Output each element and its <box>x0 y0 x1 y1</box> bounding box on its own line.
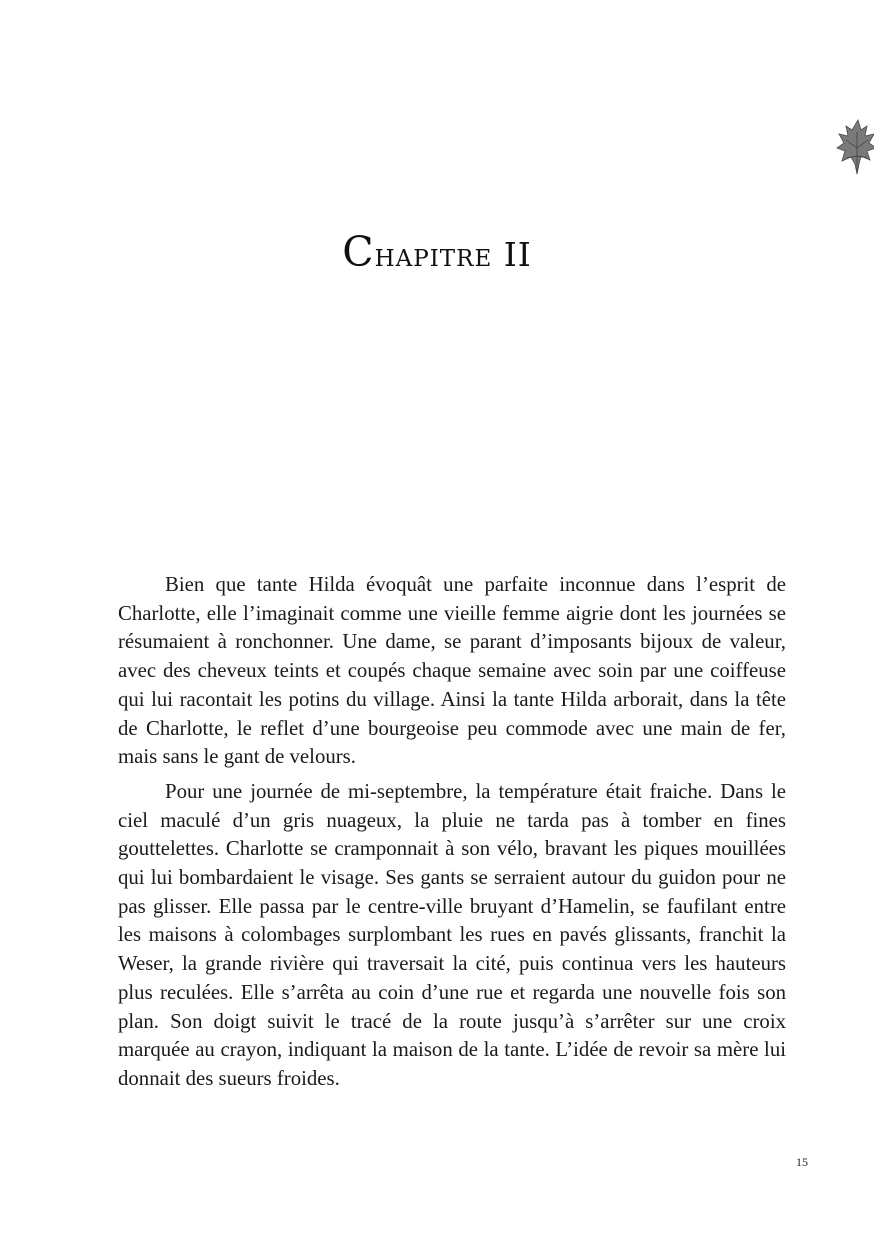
paragraph: Pour une journée de mi-septembre, la température était fraiche. Dans le ciel maculé d’un gris nuageux, la pluie ne tarda pas à tomber en fines gouttelettes. Charlotte se cramponnait à son vélo, bravant les piques mouillées qui lui bombardaient le visage. Ses gants se serraient autour du guidon pour ne pas glisser. Elle passa par le centre-ville bruyant d’Hamelin, se faufilant entre les maisons à colombages surplombant les rues en pavés glissants, franchit la Weser, la grande rivière qui traversait la cité, puis continua vers les hauteurs plus reculées. Elle s’arrêta au coin d’une rue et regarda une nouvelle fois son plan. Son doigt suivit le tracé de la route jusqu’à s’arrêter sur une croix marquée au crayon, indiquant la maison de la tante. L’idée de revoir sa mère lui donnait des sueurs froides. <box>118 779 786 1090</box>
chapter-title-initial: C <box>342 228 375 276</box>
paragraph: Bien que tante Hilda évoquât une parfaite inconnue dans l’esprit de Charlotte, elle l’imaginait comme une vieille femme aigrie dont les journées se résumaient à ronchonner. Une dame, se parant d’imposants bijoux de valeur, avec des cheveux teints et coupés chaque semaine avec soin par une coiffeuse qui lui racontait les potins du village. Ainsi la tante Hilda arborait, dans la tête de Charlotte, le reflet d’une bourgeoise peu commode avec une main de fer, mais sans le gant de velours. <box>118 573 786 769</box>
chapter-body <box>118 571 786 1100</box>
chapter-title-rest: hapitre II <box>374 235 532 274</box>
maple-leaf-icon <box>836 118 874 176</box>
chapter-title <box>0 228 874 276</box>
page-number: 15 <box>796 1155 808 1169</box>
